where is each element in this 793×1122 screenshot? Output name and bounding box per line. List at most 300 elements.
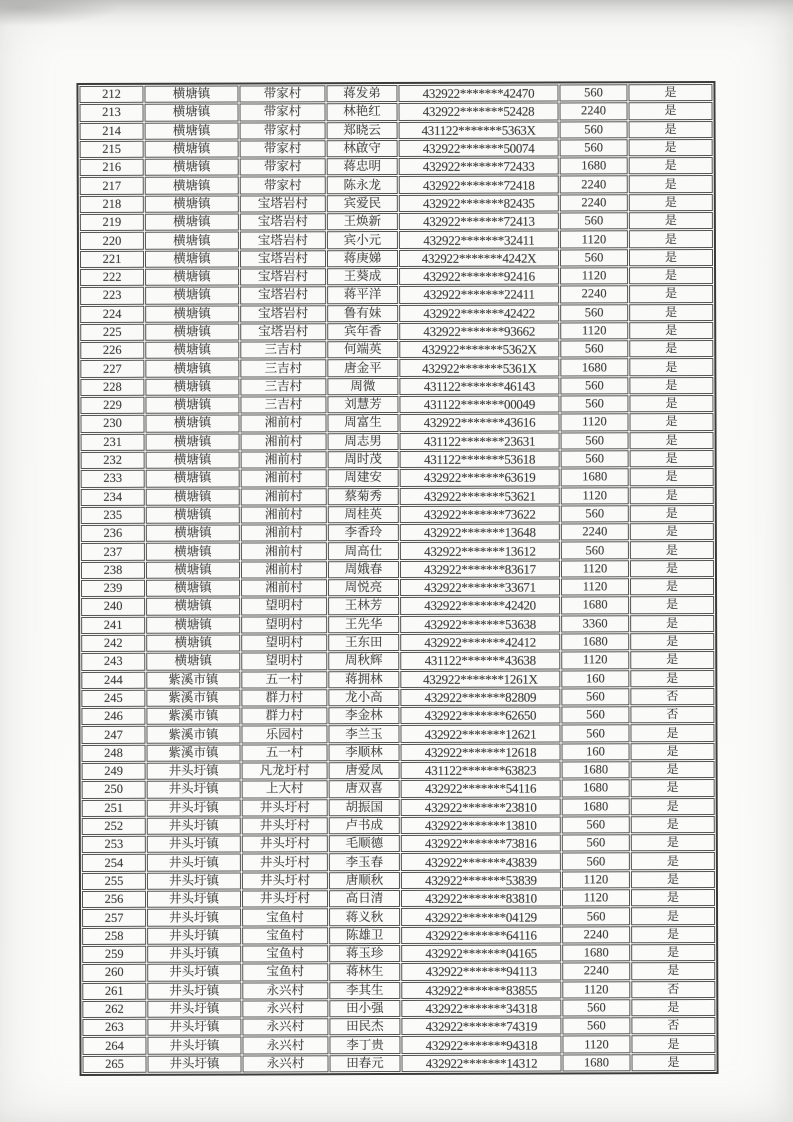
- cell-confirm-flag: 是: [631, 743, 715, 761]
- cell-village-name: 带家村: [240, 122, 326, 140]
- cell-id-number: 432922*******63619: [400, 469, 560, 487]
- cell-amount: 560: [561, 505, 629, 523]
- table-row: [82, 1054, 715, 1073]
- cell-seq-number: 219: [80, 214, 144, 231]
- table-row: [81, 432, 714, 451]
- cell-person-name: 唐顺秋: [329, 872, 400, 890]
- cell-id-number: 432922*******62650: [400, 707, 560, 725]
- cell-amount: 1680: [562, 944, 630, 962]
- cell-confirm-flag: 是: [631, 926, 715, 944]
- cell-amount: 1680: [562, 1054, 630, 1072]
- cell-confirm-flag: 是: [631, 816, 715, 834]
- cell-village-name: 湘前村: [241, 579, 327, 597]
- cell-confirm-flag: 是: [630, 724, 714, 742]
- table-row: [82, 743, 715, 762]
- cell-person-name: 周富生: [327, 414, 398, 432]
- cell-person-name: 周悦亮: [328, 579, 399, 597]
- cell-person-name: 蒋玉珍: [329, 945, 400, 963]
- table-row: [81, 578, 714, 597]
- table-row: [82, 926, 715, 945]
- cell-town-name: 横塘镇: [146, 598, 240, 616]
- cell-amount: 160: [561, 670, 629, 688]
- cell-town-name: 横塘镇: [146, 543, 240, 561]
- cell-confirm-flag: 是: [631, 834, 715, 852]
- cell-confirm-flag: 是: [631, 999, 715, 1017]
- table-row: [82, 944, 715, 963]
- cell-amount: 1120: [561, 560, 629, 578]
- table-row: [82, 981, 715, 1000]
- cell-village-name: 井头圩村: [242, 799, 328, 817]
- cell-village-name: 望明村: [241, 616, 327, 634]
- cell-seq-number: 243: [81, 653, 145, 670]
- cell-amount: 560: [561, 432, 629, 450]
- cell-id-number: 431122*******00049: [399, 396, 559, 414]
- cell-id-number: 432922*******73622: [400, 505, 560, 523]
- cell-town-name: 横塘镇: [145, 342, 239, 360]
- cell-amount: 560: [561, 450, 629, 468]
- cell-village-name: 宝塔岩村: [240, 250, 326, 268]
- table-row: [81, 706, 714, 725]
- cell-person-name: 李香玲: [328, 524, 399, 542]
- cell-town-name: 井头圩镇: [147, 891, 241, 909]
- cell-town-name: 井头圩镇: [147, 1000, 241, 1018]
- table-row: [80, 267, 713, 286]
- cell-id-number: 432922*******34318: [401, 999, 561, 1017]
- cell-confirm-flag: 否: [631, 981, 715, 999]
- cell-id-number: 432922*******12621: [400, 725, 560, 743]
- cell-seq-number: 238: [81, 562, 145, 579]
- cell-id-number: 432922*******53638: [400, 615, 560, 633]
- cell-person-name: 毛顺德: [329, 835, 400, 853]
- cell-village-name: 湘前村: [241, 543, 327, 561]
- cell-amount: 1120: [562, 981, 630, 999]
- cell-seq-number: 213: [80, 104, 144, 121]
- cell-town-name: 紫溪市镇: [146, 726, 240, 744]
- cell-seq-number: 226: [80, 342, 144, 359]
- cell-seq-number: 258: [82, 927, 146, 944]
- cell-amount: 560: [562, 999, 630, 1017]
- cell-village-name: 井头圩村: [242, 890, 328, 908]
- table-row: [82, 889, 715, 908]
- cell-village-name: 宝塔岩村: [240, 323, 326, 341]
- cell-village-name: 井头圩村: [242, 817, 328, 835]
- cell-village-name: 带家村: [240, 140, 326, 158]
- cell-person-name: 王焕新: [327, 213, 398, 231]
- cell-person-name: 唐爱凤: [329, 762, 400, 780]
- cell-amount: 2240: [560, 194, 628, 212]
- cell-confirm-flag: 是: [629, 194, 713, 212]
- cell-amount: 560: [559, 84, 627, 102]
- cell-seq-number: 233: [81, 470, 145, 487]
- cell-seq-number: 250: [82, 781, 146, 798]
- cell-confirm-flag: 是: [630, 670, 714, 688]
- table-row: [80, 413, 713, 432]
- cell-person-name: 高日清: [329, 890, 400, 908]
- cell-amount: 1680: [561, 633, 629, 651]
- cell-person-name: 唐金平: [327, 359, 398, 377]
- table-row: [80, 395, 713, 414]
- table-row: [80, 139, 713, 158]
- cell-id-number: 431122*******5363X: [399, 121, 559, 139]
- cell-village-name: 带家村: [240, 104, 326, 122]
- table-row: [80, 157, 713, 176]
- cell-town-name: 横塘镇: [145, 378, 239, 396]
- cell-person-name: 王林芳: [328, 597, 399, 615]
- cell-town-name: 井头圩镇: [147, 1019, 241, 1037]
- cell-id-number: 432922*******14312: [401, 1054, 561, 1072]
- cell-town-name: 井头圩镇: [147, 1037, 241, 1055]
- cell-person-name: 周微: [327, 378, 398, 396]
- cell-village-name: 宝鱼村: [242, 963, 328, 981]
- cell-confirm-flag: 否: [630, 706, 714, 724]
- cell-amount: 2240: [562, 963, 630, 981]
- cell-person-name: 周秋辉: [328, 652, 399, 670]
- cell-amount: 560: [562, 1017, 630, 1035]
- cell-confirm-flag: 是: [629, 139, 713, 157]
- cell-seq-number: 222: [80, 269, 144, 286]
- cell-village-name: 五一村: [242, 744, 328, 762]
- cell-village-name: 群力村: [241, 707, 327, 725]
- cell-town-name: 横塘镇: [145, 195, 239, 213]
- cell-town-name: 横塘镇: [145, 250, 239, 268]
- cell-town-name: 横塘镇: [145, 177, 239, 195]
- cell-amount: 1680: [562, 798, 630, 816]
- cell-seq-number: 216: [80, 159, 144, 176]
- cell-seq-number: 232: [81, 452, 145, 469]
- cell-amount: 560: [561, 688, 629, 706]
- cell-town-name: 横塘镇: [145, 323, 239, 341]
- cell-amount: 560: [560, 121, 628, 139]
- cell-town-name: 井头圩镇: [147, 781, 241, 799]
- cell-amount: 1120: [562, 871, 630, 889]
- cell-id-number: 432922*******72418: [399, 176, 559, 194]
- table-row: [80, 358, 713, 377]
- cell-town-name: 井头圩镇: [147, 964, 241, 982]
- cell-town-name: 横塘镇: [146, 634, 240, 652]
- cell-town-name: 紫溪市镇: [147, 744, 241, 762]
- cell-town-name: 横塘镇: [144, 85, 238, 103]
- cell-village-name: 永兴村: [242, 982, 328, 1000]
- table-row: [82, 1035, 715, 1054]
- cell-confirm-flag: 是: [629, 304, 713, 322]
- cell-seq-number: 223: [80, 287, 144, 304]
- cell-town-name: 横塘镇: [145, 397, 239, 415]
- cell-id-number: 432922*******92416: [399, 267, 559, 285]
- cell-seq-number: 254: [82, 854, 146, 871]
- cell-village-name: 湘前村: [241, 488, 327, 506]
- cell-id-number: 432922*******83810: [401, 890, 561, 908]
- cell-seq-number: 246: [81, 708, 145, 725]
- cell-person-name: 蒋拥林: [328, 670, 399, 688]
- cell-confirm-flag: 是: [631, 1054, 715, 1072]
- cell-confirm-flag: 是: [629, 377, 713, 395]
- cell-id-number: 432922*******13810: [401, 816, 561, 834]
- cell-village-name: 永兴村: [242, 1037, 328, 1055]
- cell-id-number: 432922*******54116: [401, 780, 561, 798]
- cell-person-name: 周志男: [328, 433, 399, 451]
- cell-seq-number: 260: [82, 964, 146, 981]
- cell-town-name: 横塘镇: [145, 415, 239, 433]
- cell-village-name: 带家村: [240, 158, 326, 176]
- cell-seq-number: 235: [81, 507, 145, 524]
- table-row: [81, 688, 714, 707]
- cell-person-name: 周建安: [328, 469, 399, 487]
- cell-village-name: 井头圩村: [242, 835, 328, 853]
- cell-village-name: 三吉村: [240, 341, 326, 359]
- table-row: [80, 102, 713, 121]
- cell-town-name: 横塘镇: [145, 287, 239, 305]
- cell-town-name: 横塘镇: [145, 159, 239, 177]
- table-row: [81, 560, 714, 579]
- cell-id-number: 432922*******42422: [399, 304, 559, 322]
- cell-village-name: 井头圩村: [242, 872, 328, 890]
- cell-amount: 560: [562, 908, 630, 926]
- cell-id-number: 432922*******1261X: [400, 670, 560, 688]
- cell-confirm-flag: 是: [630, 596, 714, 614]
- cell-id-number: 432922*******43616: [399, 414, 559, 432]
- cell-town-name: 井头圩镇: [147, 817, 241, 835]
- cell-amount: 1680: [562, 761, 630, 779]
- cell-town-name: 横塘镇: [145, 214, 239, 232]
- cell-town-name: 横塘镇: [146, 506, 240, 524]
- cell-town-name: 横塘镇: [146, 451, 240, 469]
- cell-seq-number: 225: [80, 324, 144, 341]
- cell-village-name: 凡龙圩村: [242, 762, 328, 780]
- cell-town-name: 横塘镇: [145, 104, 239, 122]
- cell-village-name: 带家村: [239, 85, 325, 103]
- cell-confirm-flag: 是: [629, 358, 713, 376]
- cell-confirm-flag: 是: [631, 889, 715, 907]
- cell-village-name: 湘前村: [241, 524, 327, 542]
- cell-confirm-flag: 是: [631, 852, 715, 870]
- cell-id-number: 432922*******42420: [400, 597, 560, 615]
- cell-village-name: 三吉村: [240, 360, 326, 378]
- cell-amount: 560: [560, 377, 628, 395]
- cell-person-name: 李顺林: [329, 744, 400, 762]
- cell-seq-number: 241: [81, 616, 145, 633]
- cell-town-name: 紫溪市镇: [146, 689, 240, 707]
- cell-id-number: 432922*******42470: [398, 84, 558, 102]
- cell-confirm-flag: 是: [630, 487, 714, 505]
- cell-village-name: 群力村: [241, 689, 327, 707]
- cell-id-number: 431122*******53618: [400, 450, 560, 468]
- cell-id-number: 432922*******72433: [399, 158, 559, 176]
- cell-confirm-flag: 是: [629, 395, 713, 413]
- table-row: [81, 724, 714, 743]
- cell-amount: 1680: [560, 157, 628, 175]
- cell-village-name: 宝鱼村: [242, 909, 328, 927]
- cell-person-name: 鲁有妹: [327, 305, 398, 323]
- cell-village-name: 望明村: [241, 634, 327, 652]
- cell-id-number: 432922*******42412: [400, 633, 560, 651]
- cell-village-name: 宝鱼村: [242, 927, 328, 945]
- cell-town-name: 井头圩镇: [147, 836, 241, 854]
- cell-confirm-flag: 否: [631, 1017, 715, 1035]
- cell-confirm-flag: 是: [630, 578, 714, 596]
- cell-confirm-flag: 是: [629, 157, 713, 175]
- cell-person-name: 王先华: [328, 616, 399, 634]
- cell-town-name: 横塘镇: [145, 122, 239, 140]
- cell-person-name: 李玉春: [329, 853, 400, 871]
- cell-village-name: 宝塔岩村: [240, 195, 326, 213]
- table-row: [80, 322, 713, 341]
- cell-village-name: 望明村: [241, 598, 327, 616]
- cell-confirm-flag: 是: [629, 322, 713, 340]
- table-row: [80, 230, 713, 249]
- cell-id-number: 432922*******12618: [401, 743, 561, 761]
- cell-seq-number: 237: [81, 543, 145, 560]
- cell-id-number: 432922*******5361X: [399, 359, 559, 377]
- cell-person-name: 李丁贵: [329, 1036, 400, 1054]
- cell-person-name: 刘慧芳: [327, 396, 398, 414]
- cell-amount: 1120: [560, 231, 628, 249]
- cell-person-name: 胡振国: [329, 799, 400, 817]
- cell-confirm-flag: 是: [629, 285, 713, 303]
- cell-person-name: 蒋义秋: [329, 908, 400, 926]
- table-row: [82, 834, 715, 853]
- cell-amount: 1120: [560, 414, 628, 432]
- cell-confirm-flag: 是: [630, 450, 714, 468]
- cell-amount: 560: [562, 816, 630, 834]
- cell-person-name: 李其生: [329, 982, 400, 1000]
- cell-person-name: 林艳红: [327, 103, 398, 121]
- cell-person-name: 蒋忠明: [327, 158, 398, 176]
- cell-person-name: 卢书成: [329, 817, 400, 835]
- table-row: [82, 798, 715, 817]
- cell-village-name: 带家村: [240, 177, 326, 195]
- table-row: [82, 852, 715, 871]
- cell-seq-number: 262: [82, 1001, 146, 1018]
- cell-person-name: 周娥春: [328, 561, 399, 579]
- cell-amount: 560: [560, 212, 628, 230]
- cell-town-name: 井头圩镇: [147, 762, 241, 780]
- cell-town-name: 井头圩镇: [147, 982, 241, 1000]
- cell-amount: 1680: [561, 469, 629, 487]
- cell-person-name: 周时茂: [328, 451, 399, 469]
- cell-amount: 1120: [560, 322, 628, 340]
- cell-person-name: 王东田: [328, 634, 399, 652]
- cell-person-name: 林啟守: [327, 140, 398, 158]
- cell-village-name: 湘前村: [241, 469, 327, 487]
- cell-amount: 560: [561, 725, 629, 743]
- cell-village-name: 上大村: [242, 781, 328, 799]
- cell-confirm-flag: 是: [629, 230, 713, 248]
- cell-person-name: 周高仕: [328, 542, 399, 560]
- cell-id-number: 431122*******43638: [400, 652, 560, 670]
- cell-person-name: 田春元: [329, 1055, 400, 1073]
- cell-village-name: 湘前村: [240, 415, 326, 433]
- cell-seq-number: 256: [82, 891, 146, 908]
- cell-id-number: 431122*******23631: [400, 432, 560, 450]
- cell-seq-number: 253: [82, 836, 146, 853]
- cell-confirm-flag: 是: [630, 651, 714, 669]
- cell-seq-number: 249: [82, 763, 146, 780]
- table-row: [80, 377, 713, 396]
- cell-seq-number: 242: [81, 635, 145, 652]
- cell-amount: 2240: [560, 103, 628, 121]
- cell-seq-number: 255: [82, 873, 146, 890]
- cell-village-name: 宝塔岩村: [240, 213, 326, 231]
- cell-amount: 160: [562, 743, 630, 761]
- cell-village-name: 永兴村: [242, 1018, 328, 1036]
- cell-id-number: 432922*******04165: [401, 944, 561, 962]
- cell-town-name: 井头圩镇: [147, 909, 241, 927]
- table-row: [81, 596, 714, 615]
- cell-person-name: 龙小高: [328, 689, 399, 707]
- cell-confirm-flag: 是: [630, 432, 714, 450]
- table-row: [81, 450, 714, 469]
- cell-amount: 2240: [560, 176, 628, 194]
- table-row: [81, 505, 714, 524]
- cell-town-name: 井头圩镇: [147, 854, 241, 872]
- cell-confirm-flag: 是: [631, 761, 715, 779]
- cell-confirm-flag: 是: [631, 779, 715, 797]
- cell-seq-number: 229: [80, 397, 144, 414]
- cell-seq-number: 236: [81, 525, 145, 542]
- cell-person-name: 周桂英: [328, 506, 399, 524]
- cell-seq-number: 212: [79, 86, 143, 103]
- cell-confirm-flag: 是: [629, 249, 713, 267]
- cell-amount: 1680: [562, 780, 630, 798]
- cell-seq-number: 230: [80, 415, 144, 432]
- cell-amount: 3360: [561, 615, 629, 633]
- cell-village-name: 宝塔岩村: [240, 232, 326, 250]
- cell-seq-number: 248: [82, 744, 146, 761]
- table-row: [82, 779, 715, 798]
- cell-seq-number: 251: [82, 799, 146, 816]
- cell-amount: 2240: [560, 286, 628, 304]
- cell-amount: 560: [561, 706, 629, 724]
- cell-town-name: 井头圩镇: [147, 799, 241, 817]
- cell-amount: 560: [560, 139, 628, 157]
- table-row: [80, 249, 713, 268]
- cell-town-name: 井头圩镇: [147, 945, 241, 963]
- cell-confirm-flag: 是: [630, 633, 714, 651]
- cell-amount: 1120: [561, 487, 629, 505]
- cell-id-number: 432922*******52428: [399, 103, 559, 121]
- cell-seq-number: 263: [82, 1019, 146, 1036]
- cell-id-number: 432922*******82809: [400, 688, 560, 706]
- table-row: [81, 633, 714, 652]
- cell-village-name: 五一村: [241, 671, 327, 689]
- cell-id-number: 432922*******22411: [399, 286, 559, 304]
- cell-person-name: 陈永龙: [327, 176, 398, 194]
- cell-confirm-flag: 是: [629, 121, 713, 139]
- cell-id-number: 432922*******5362X: [399, 341, 559, 359]
- cell-village-name: 井头圩村: [242, 854, 328, 872]
- table-row: [80, 212, 713, 231]
- cell-person-name: 李兰玉: [328, 725, 399, 743]
- cell-village-name: 永兴村: [242, 1055, 328, 1073]
- cell-id-number: 432922*******43839: [401, 853, 561, 871]
- cell-confirm-flag: 是: [629, 102, 713, 120]
- table-row: [80, 285, 713, 304]
- table-row: [81, 615, 714, 634]
- cell-confirm-flag: 是: [631, 907, 715, 925]
- cell-town-name: 横塘镇: [146, 488, 240, 506]
- table-row: [82, 907, 715, 926]
- cell-confirm-flag: 是: [631, 962, 715, 980]
- cell-village-name: 望明村: [241, 652, 327, 670]
- cell-seq-number: 228: [80, 379, 144, 396]
- cell-village-name: 宝塔岩村: [240, 286, 326, 304]
- table-row: [82, 962, 715, 981]
- cell-town-name: 横塘镇: [146, 616, 240, 634]
- cell-seq-number: 215: [80, 141, 144, 158]
- table-row: [82, 999, 715, 1018]
- table-row: [81, 523, 714, 542]
- cell-confirm-flag: 是: [630, 541, 714, 559]
